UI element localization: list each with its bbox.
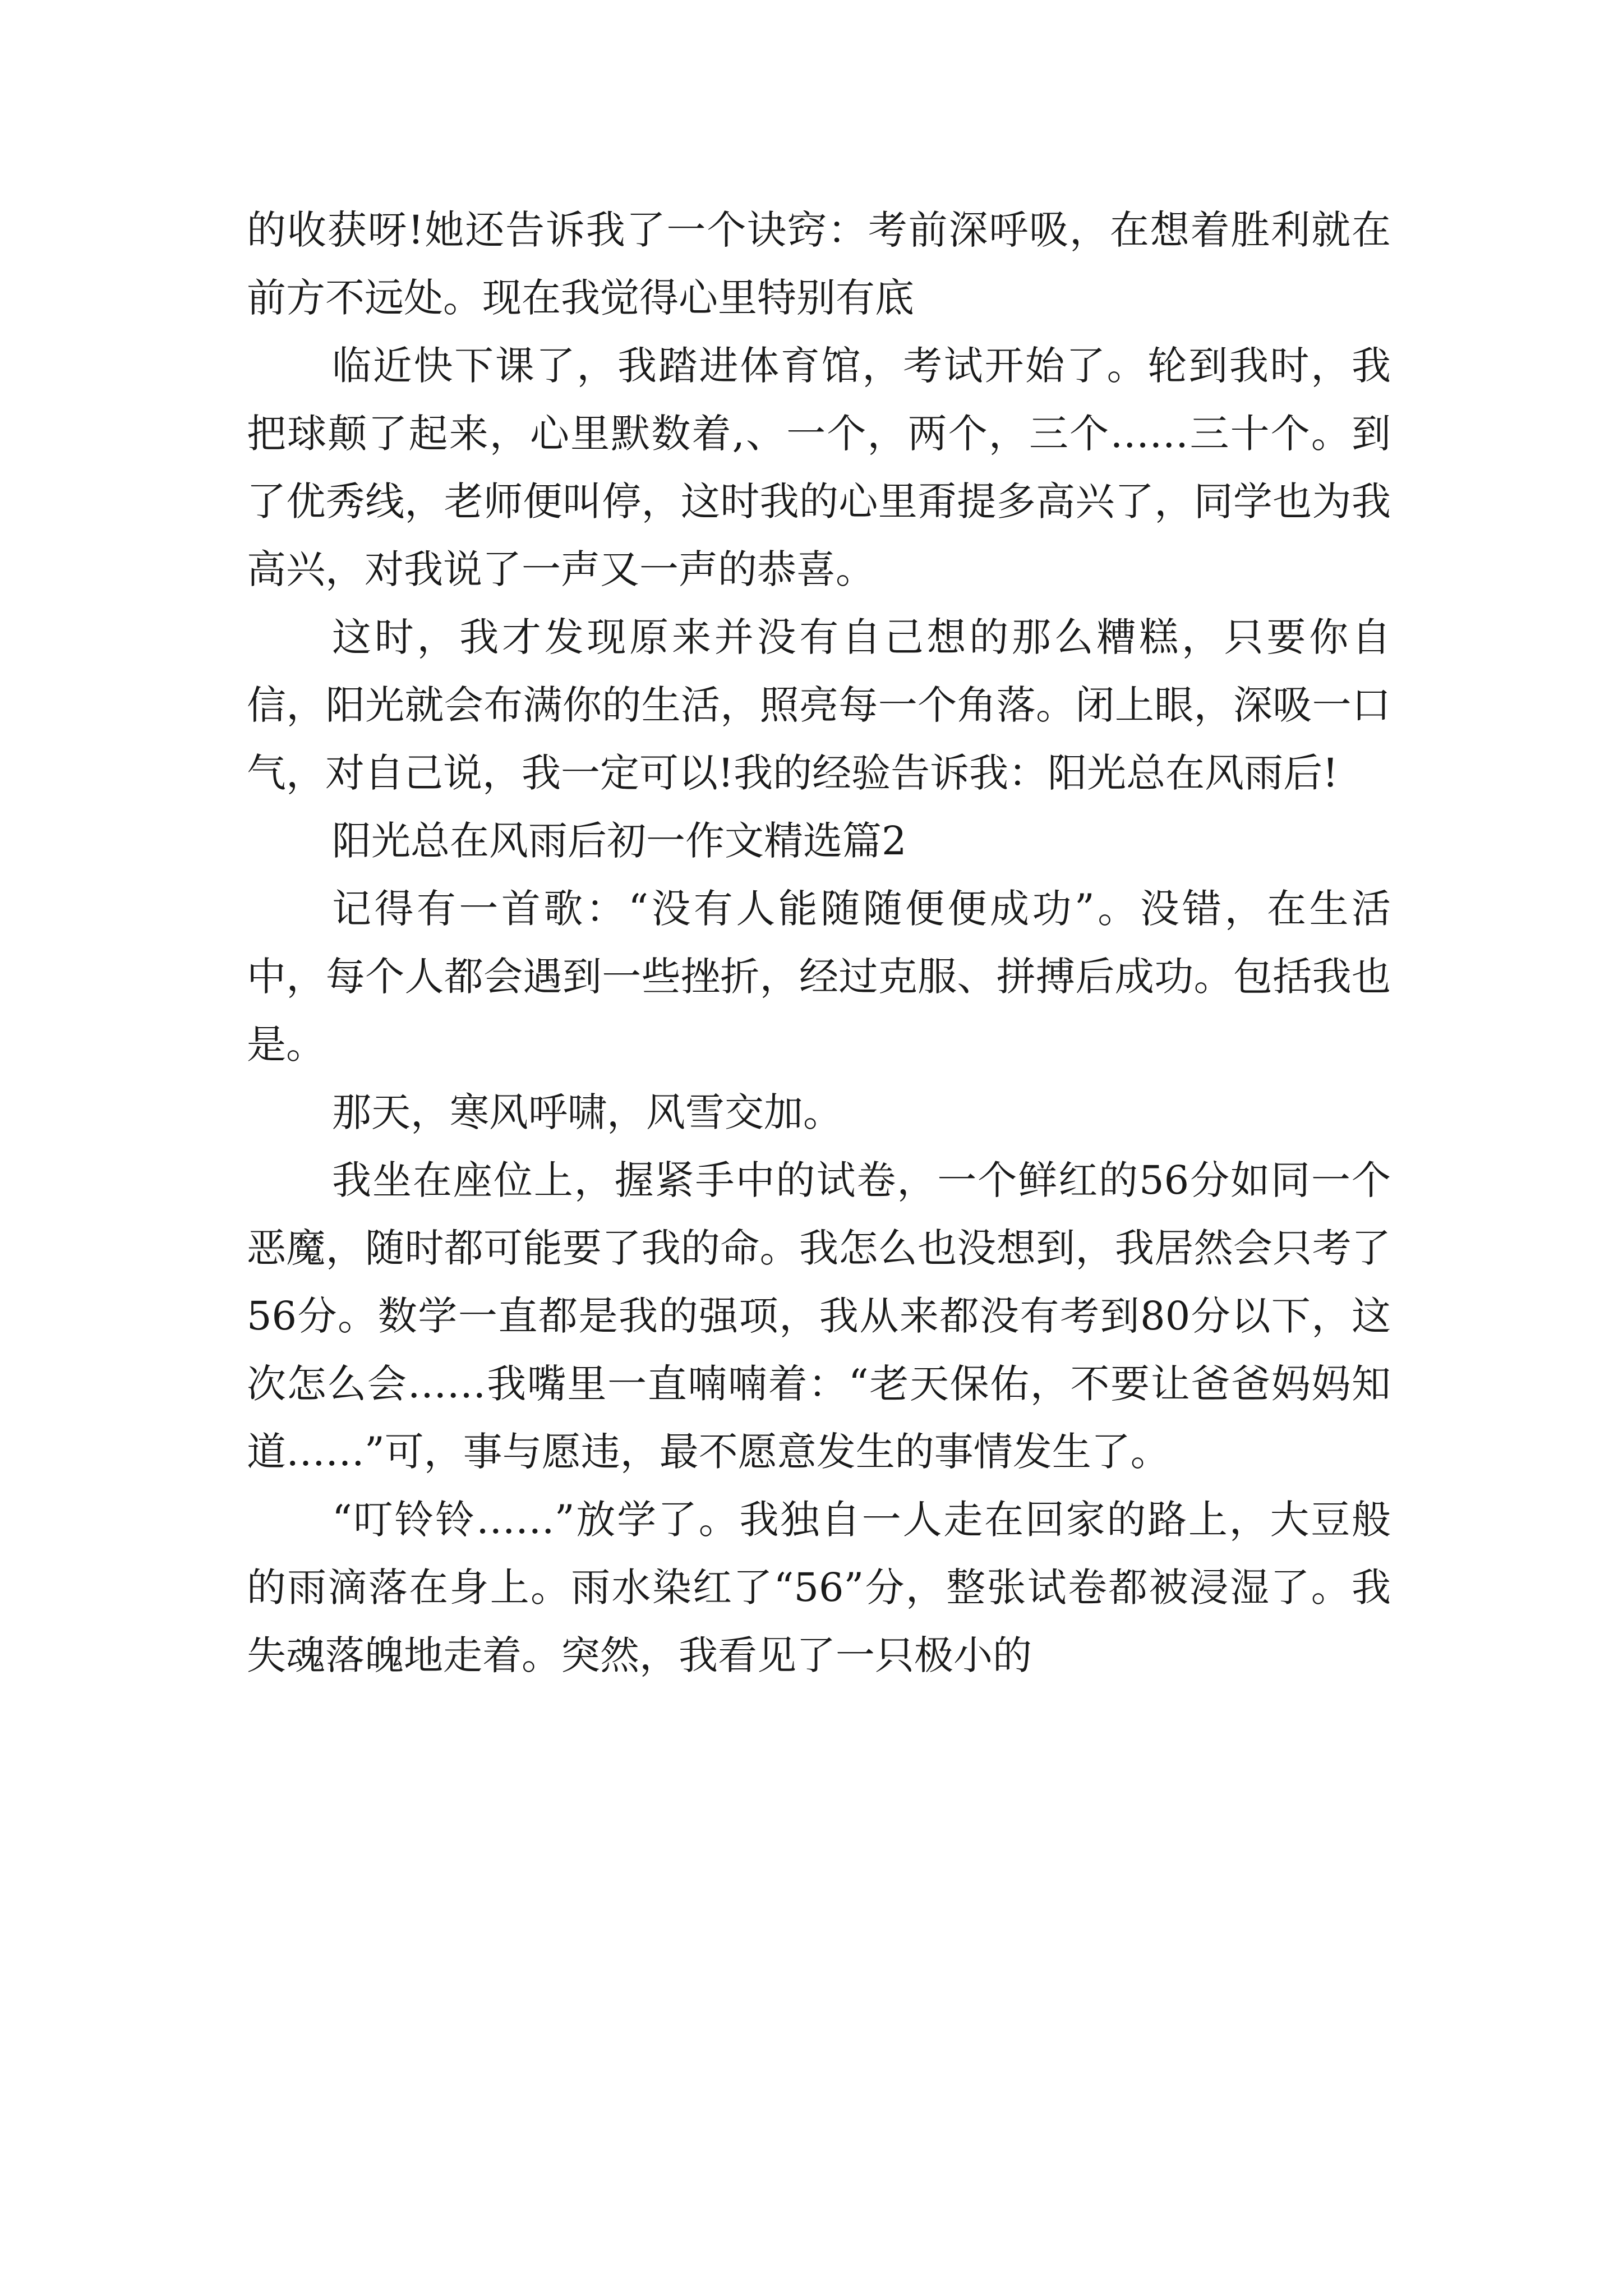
document-body: [247, 196, 1391, 1690]
paragraph-6: 我坐在座位上，握紧手中的试卷，一个鲜红的56分如同一个恶魔，随时都可能要了我的命。我怎么也没想到，我居然会只考了56分。数学一直都是我的强项，我从来都没有考到80分以下，这次怎么会……我嘴里一直喃喃着：“老天保佑，不要让爸爸妈妈知道……”可，事与愿违，最不愿意发生的事情发生了。: [247, 1157, 1391, 1475]
paragraph-2: 临近快下课了，我踏进体育馆，考试开始了。轮到我时，我把球颠了起来，心里默数着,、一个，两个，三个……三十个。到了优秀线，老师便叫停，这时我的心里甭提多高兴了，同学也为我高兴，对我说了一声又一声的恭喜。: [247, 343, 1391, 592]
paragraph-5: 那天，寒风呼啸，风雪交加。: [332, 1089, 842, 1135]
section-heading: 阳光总在风雨后初一作文精选篇2: [332, 818, 907, 864]
paragraph-3: 这时，我才发现原来并没有自己想的那么糟糕，只要你自信，阳光就会布满你的生活，照亮每一个角落。闭上眼，深吸一口气，对自己说，我一定可以!我的经验告诉我：阳光总在风雨后!: [247, 614, 1391, 796]
paragraph-4: 记得有一首歌：“没有人能随随便便成功”。没错，在生活中，每个人都会遇到一些挫折，经过克服、拼搏后成功。包括我也是。: [247, 886, 1391, 1068]
paragraph-7: “叮铃铃……”放学了。我独自一人走在回家的路上，大豆般的雨滴落在身上。雨水染红了“56”分，整张试卷都被浸湿了。我失魂落魄地走着。突然，我看见了一只极小的: [247, 1497, 1391, 1678]
paragraph-1: 的收获呀!她还告诉我了一个诀窍：考前深呼吸，在想着胜利就在前方不远处。现在我觉得心里特别有底: [247, 207, 1391, 321]
